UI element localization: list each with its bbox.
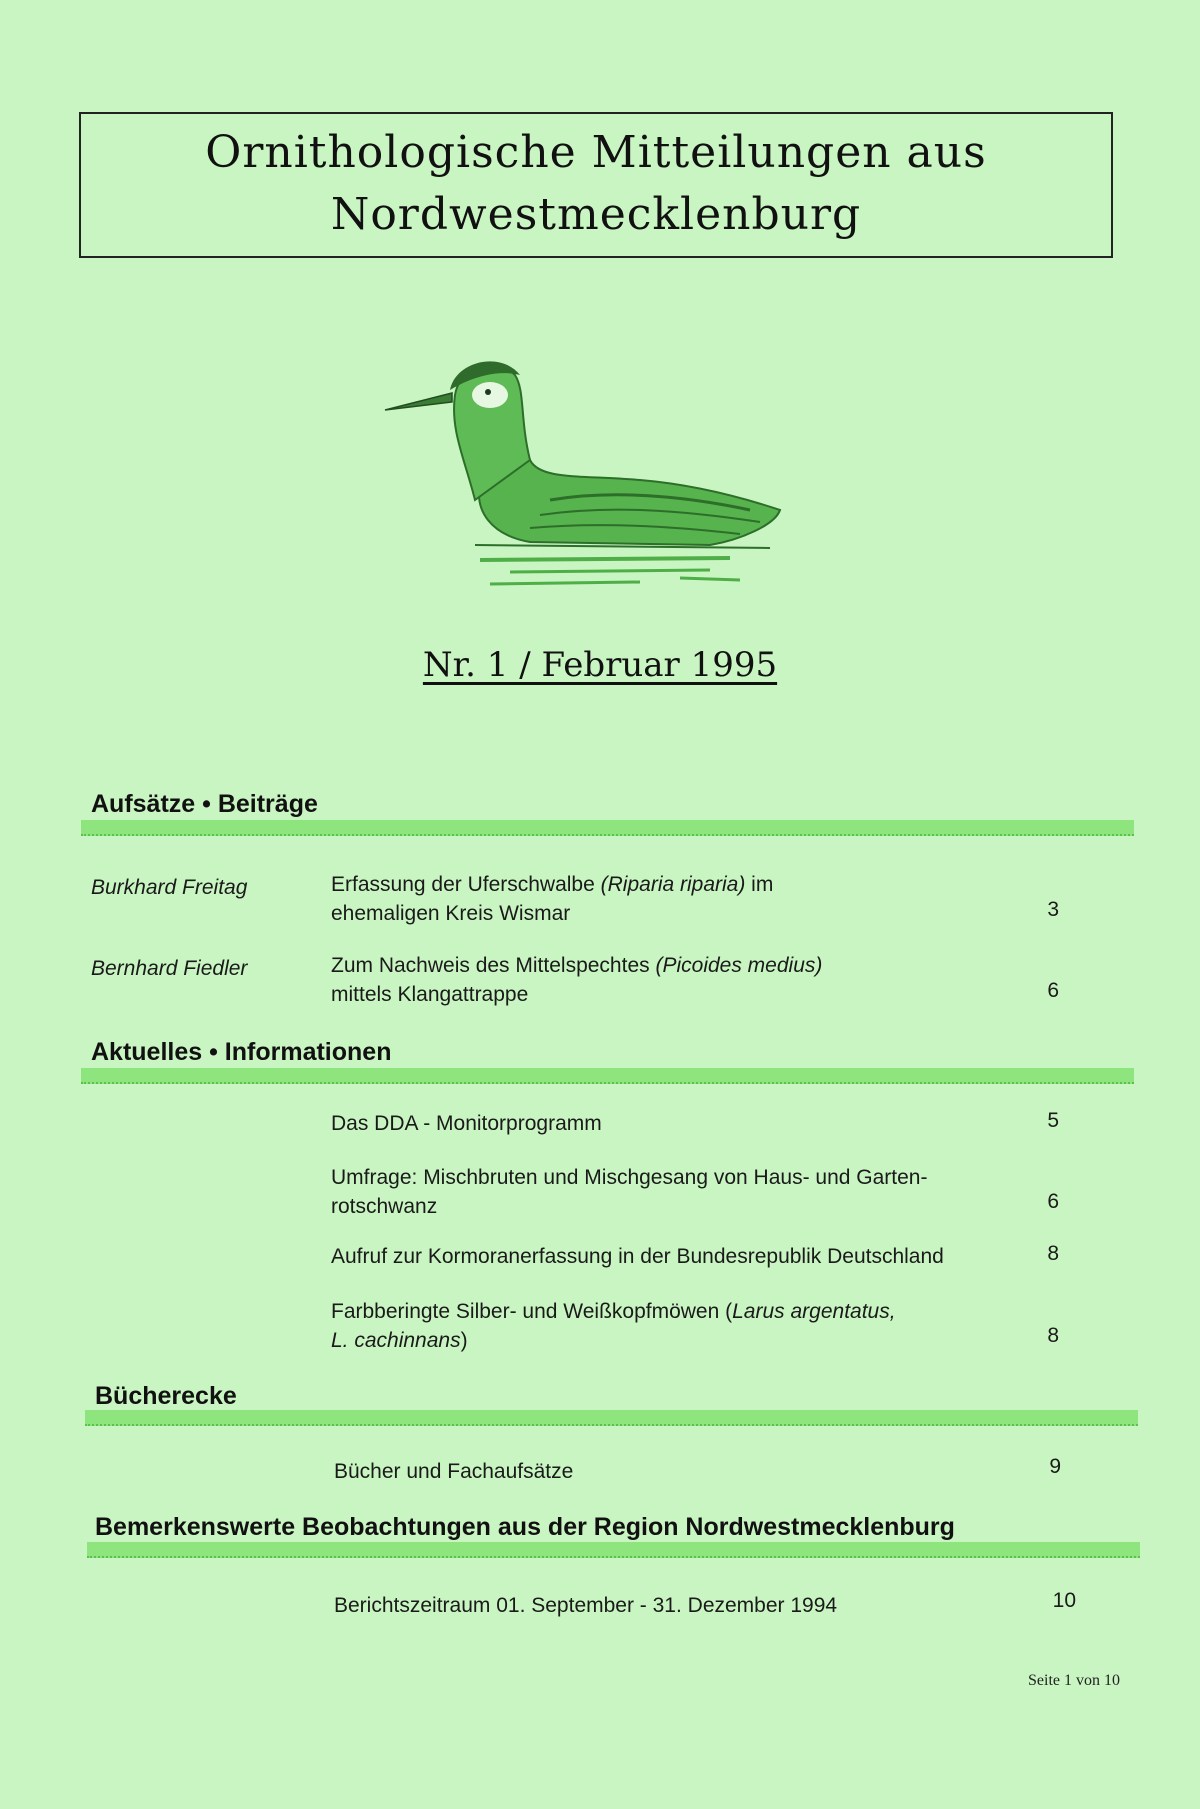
section-heading-aufsaetze: Aufsätze • Beiträge — [91, 790, 318, 818]
toc-entry-buecher: Bücher und Fachaufsätze — [334, 1460, 574, 1483]
toc-entry-line: Farbberingte Silber- und Weißkopfmöwen (Larus argentatus, — [331, 1300, 896, 1323]
toc-entry-uferschwalbe: Erfassung der Uferschwalbe (Riparia riparia) im ehemaligen Kreis Wismar — [331, 870, 1031, 928]
section-rule — [81, 1068, 1134, 1084]
page-number: 8 — [1047, 1242, 1059, 1265]
author-bernhard-fiedler: Bernhard Fiedler — [91, 957, 248, 980]
section-heading-beobachtungen: Bemerkenswerte Beobachtungen aus der Region Nordwestmecklenburg — [95, 1513, 955, 1541]
page-number: 8 — [1047, 1324, 1059, 1347]
toc-entry-kormoranerfassung: Aufruf zur Kormoranerfassung in der Bundesrepublik Deutschland — [331, 1245, 944, 1268]
page-number: 10 — [1052, 1589, 1076, 1612]
page-number: 5 — [1047, 1109, 1059, 1132]
toc-entry-line: Zum Nachweis des Mittelspechtes (Picoides medius) — [331, 954, 823, 977]
grebe-illustration — [380, 350, 790, 600]
page-number: 3 — [1047, 898, 1059, 921]
section-heading-aktuelles: Aktuelles • Informationen — [91, 1038, 392, 1066]
toc-entry-line: Erfassung der Uferschwalbe (Riparia riparia) im — [331, 873, 774, 896]
author-burkhard-freitag: Burkhard Freitag — [91, 876, 248, 899]
page-number: 6 — [1047, 979, 1059, 1002]
section-heading-buecherecke: Bücherecke — [95, 1382, 237, 1410]
page-number: 9 — [1049, 1455, 1061, 1478]
section-rule — [81, 820, 1134, 836]
issue-number: Nr. 1 / Februar 1995 — [422, 645, 778, 685]
page-number: 6 — [1047, 1190, 1059, 1213]
toc-entry-umfrage-rotschwanz: Umfrage: Mischbruten und Mischgesang von Haus- und Garten- rotschwanz — [331, 1166, 928, 1218]
page-footer: Seite 1 von 10 — [1028, 1672, 1120, 1689]
section-rule — [85, 1410, 1138, 1426]
masthead-title-line-1: Ornithologische Mitteilungen aus — [205, 127, 987, 178]
toc-entry-line: L. cachinnans) — [331, 1329, 468, 1352]
section-rule — [87, 1542, 1140, 1558]
toc-entry-farbberingte-moewen — [331, 1297, 1031, 1355]
toc-entry-berichtszeitraum: Berichtszeitraum 01. September - 31. Dezember 1994 — [334, 1594, 838, 1617]
masthead-box — [79, 112, 1113, 258]
masthead-title-line-2: Nordwestmecklenburg — [330, 189, 862, 240]
toc-entry-dda-monitorprogramm: Das DDA - Monitorprogramm — [331, 1112, 602, 1135]
toc-entry-mittelspecht: Zum Nachweis des Mittelspechtes (Picoides medius) mittels Klangattrappe — [331, 951, 1031, 1009]
